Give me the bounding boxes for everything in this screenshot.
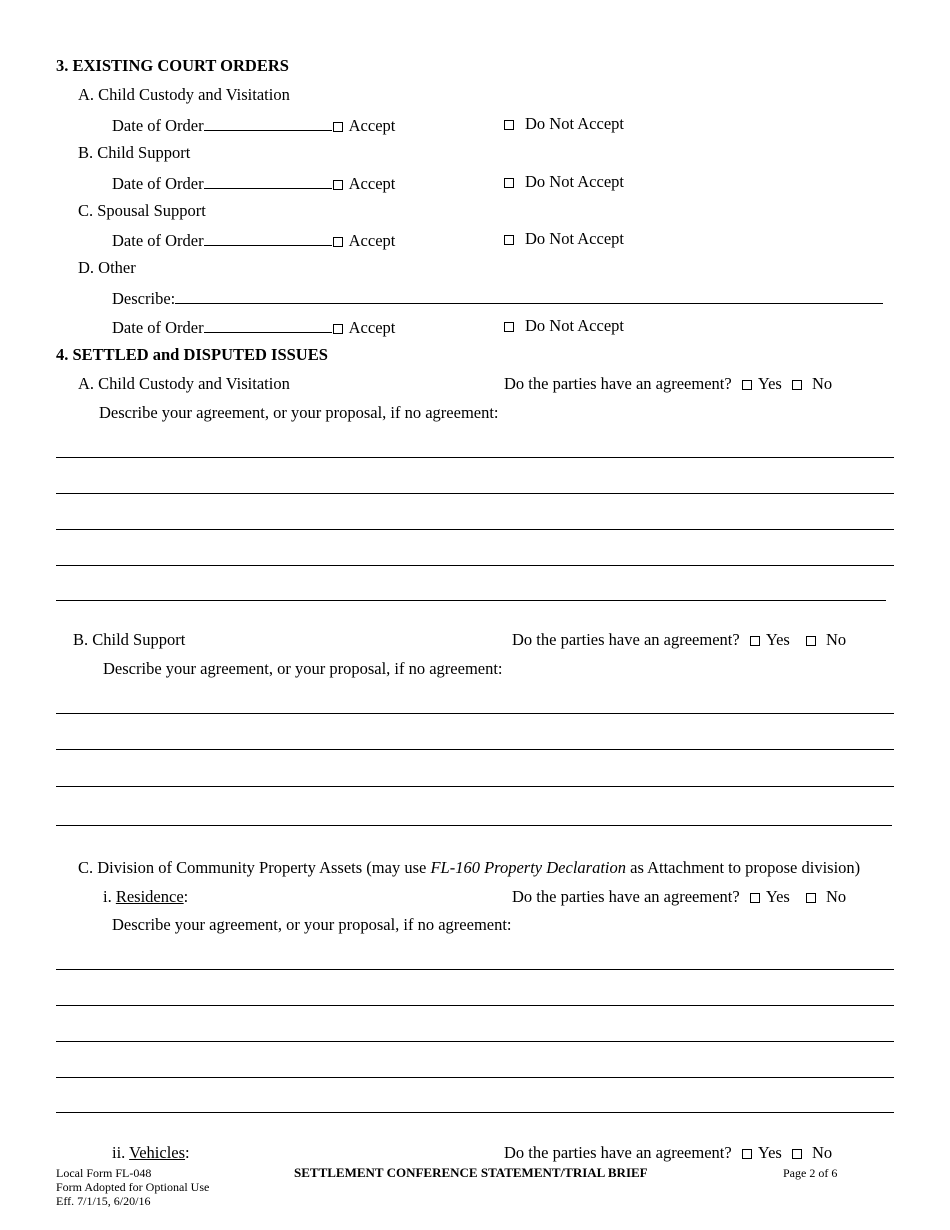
- date-of-order-label: Date of Order: [112, 174, 204, 193]
- not-accept-label: Do Not Accept: [525, 229, 624, 248]
- section-3d-label: D. Other: [78, 258, 136, 277]
- residence-label: Residence: [115, 887, 184, 906]
- no-label: No: [811, 374, 833, 393]
- yes-checkbox[interactable]: [742, 1149, 752, 1159]
- date-of-order-field[interactable]: [204, 174, 332, 189]
- agreement-question-4b: [512, 632, 846, 649]
- answer-line[interactable]: [56, 1112, 894, 1113]
- accept-label: Accept: [348, 231, 396, 250]
- section-3b-label: B. Child Support: [78, 143, 191, 162]
- section-4c-label-pre: C. Division of Community Property Assets (may use: [78, 858, 431, 877]
- no-checkbox[interactable]: [792, 1149, 802, 1159]
- answer-line[interactable]: [56, 1077, 894, 1078]
- agreement-question: Do the parties have an agreement?: [504, 374, 732, 393]
- accept-checkbox[interactable]: [333, 237, 343, 247]
- footer-page-number: Page 2 of 6: [783, 1166, 838, 1180]
- not-accept-3b: [504, 174, 624, 191]
- not-accept-checkbox[interactable]: [504, 322, 514, 332]
- accept-label: Accept: [348, 116, 396, 135]
- colon: :: [183, 887, 189, 906]
- agreement-question: Do the parties have an agreement?: [512, 887, 740, 906]
- describe-field[interactable]: [175, 289, 883, 304]
- agreement-question-4c-ii: [504, 1145, 832, 1162]
- date-of-order-label: Date of Order: [112, 318, 204, 337]
- answer-line[interactable]: [56, 749, 894, 750]
- fl160-reference: FL-160 Property Declaration: [430, 858, 626, 877]
- answer-line[interactable]: [56, 457, 894, 458]
- section-4b-label: B. Child Support: [73, 630, 186, 649]
- date-of-order-field[interactable]: [204, 231, 332, 246]
- not-accept-label: Do Not Accept: [525, 172, 624, 191]
- not-accept-checkbox[interactable]: [504, 120, 514, 130]
- date-of-order-field[interactable]: [204, 116, 332, 131]
- not-accept-label: Do Not Accept: [525, 316, 624, 335]
- accept-label: Accept: [348, 318, 396, 337]
- no-checkbox[interactable]: [806, 893, 816, 903]
- not-accept-3c: [504, 231, 624, 248]
- yes-label: Yes: [765, 887, 790, 906]
- accept-checkbox[interactable]: [333, 122, 343, 132]
- item-prefix: i.: [103, 887, 116, 906]
- no-checkbox[interactable]: [792, 380, 802, 390]
- answer-line[interactable]: [56, 825, 892, 826]
- order-row-3b: [112, 174, 395, 193]
- agreement-question-4a: [504, 376, 832, 393]
- no-checkbox[interactable]: [806, 636, 816, 646]
- agreement-question: Do the parties have an agreement?: [512, 630, 740, 649]
- not-accept-checkbox[interactable]: [504, 235, 514, 245]
- section-4c-i-label: [103, 889, 188, 906]
- item-prefix: ii.: [112, 1143, 130, 1162]
- date-of-order-label: Date of Order: [112, 231, 204, 250]
- section-4a-label: A. Child Custody and Visitation: [78, 374, 290, 393]
- answer-line[interactable]: [56, 713, 894, 714]
- footer-title: SETTLEMENT CONFERENCE STATEMENT/TRIAL BRIEF: [294, 1165, 648, 1180]
- agreement-question: Do the parties have an agreement?: [504, 1143, 732, 1162]
- yes-label: Yes: [765, 630, 790, 649]
- describe-prompt-4b: Describe your agreement, or your proposal, if no agreement:: [103, 659, 503, 678]
- yes-checkbox[interactable]: [742, 380, 752, 390]
- answer-line[interactable]: [56, 1041, 894, 1042]
- accept-checkbox[interactable]: [333, 180, 343, 190]
- footer-effective: Eff. 7/1/15, 6/20/16: [56, 1194, 151, 1208]
- vehicles-label: Vehicles: [129, 1143, 186, 1162]
- section-3a-label: A. Child Custody and Visitation: [78, 85, 290, 104]
- describe-prompt-4a: Describe your agreement, or your proposal, if no agreement:: [99, 403, 499, 422]
- agreement-question-4c-i: [512, 889, 846, 906]
- not-accept-3a: [504, 116, 624, 133]
- section-3-heading: 3. EXISTING COURT ORDERS: [56, 56, 289, 75]
- yes-checkbox[interactable]: [750, 893, 760, 903]
- order-row-3c: [112, 231, 395, 250]
- no-label: No: [811, 1143, 833, 1162]
- answer-line[interactable]: [56, 493, 894, 494]
- yes-label: Yes: [757, 1143, 782, 1162]
- not-accept-label: Do Not Accept: [525, 114, 624, 133]
- yes-label: Yes: [757, 374, 782, 393]
- accept-checkbox[interactable]: [333, 324, 343, 334]
- colon: :: [185, 1143, 190, 1162]
- answer-line[interactable]: [56, 565, 894, 566]
- answer-line[interactable]: [56, 969, 894, 970]
- date-of-order-label: Date of Order: [112, 116, 204, 135]
- describe-prompt-4c-i: Describe your agreement, or your proposal, if no agreement:: [112, 915, 512, 934]
- answer-line[interactable]: [56, 529, 894, 530]
- answer-line[interactable]: [56, 600, 886, 601]
- footer-adopted: Form Adopted for Optional Use: [56, 1180, 210, 1194]
- not-accept-3d: [504, 318, 624, 335]
- no-label: No: [825, 630, 847, 649]
- order-row-3a: [112, 116, 395, 135]
- section-3c-label: C. Spousal Support: [78, 201, 206, 220]
- section-4-heading: 4. SETTLED and DISPUTED ISSUES: [56, 345, 328, 364]
- answer-line[interactable]: [56, 1005, 894, 1006]
- section-4c-ii-label: [112, 1145, 190, 1162]
- not-accept-checkbox[interactable]: [504, 178, 514, 188]
- accept-label: Accept: [348, 174, 396, 193]
- describe-row-3d: [112, 289, 883, 308]
- yes-checkbox[interactable]: [750, 636, 760, 646]
- order-row-3d: [112, 318, 395, 337]
- describe-label: Describe:: [112, 289, 176, 308]
- section-4c-label-post: as Attachment to propose division): [626, 858, 861, 877]
- date-of-order-field[interactable]: [204, 318, 332, 333]
- section-4c-label: [78, 860, 860, 877]
- footer-form-number: Local Form FL-048: [56, 1166, 152, 1180]
- no-label: No: [825, 887, 847, 906]
- answer-line[interactable]: [56, 786, 894, 787]
